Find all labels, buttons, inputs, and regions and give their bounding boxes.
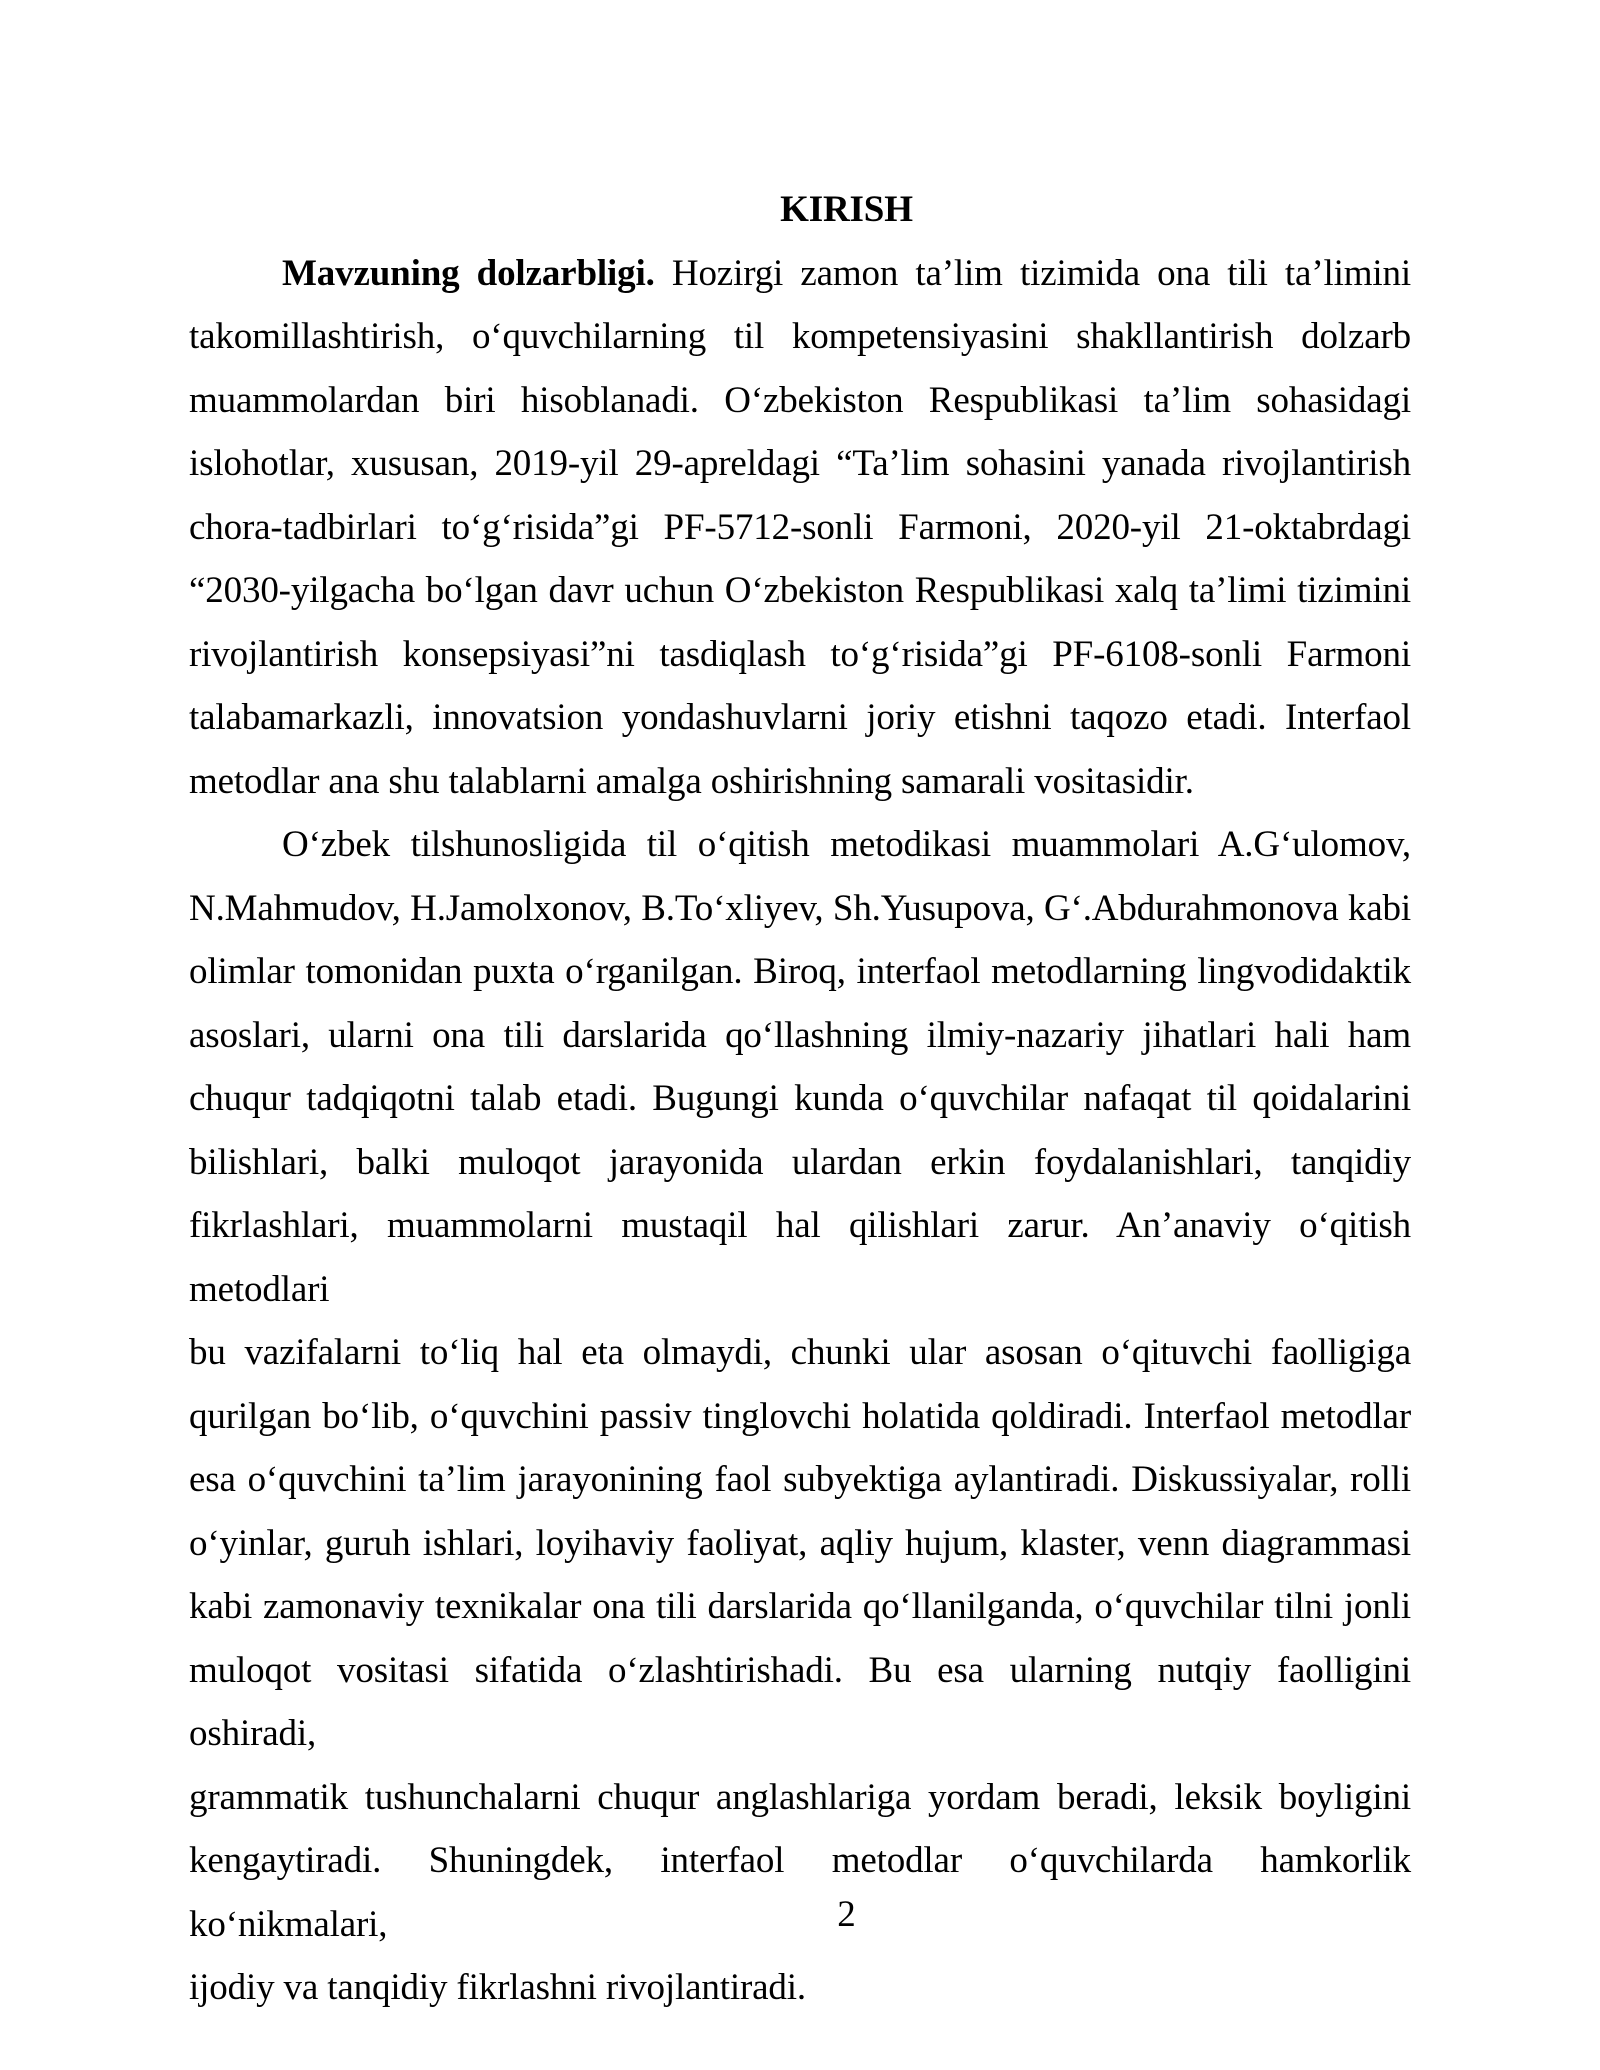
- bold-run: Mavzuning dolzarbligi.: [282, 252, 655, 294]
- text-line: N.Mahmudov, H.Jamolxonov, B.To‘xliyev, Sh.Yusupova, G‘.Abdurahmonova kabi: [189, 887, 1411, 929]
- text-line: islohotlar, xususan, 2019-yil 29-apreldagi “Ta’lim sohasini yanada rivojlantirish: [189, 443, 1411, 484]
- text-line: olimlar tomonidan puxta o‘rganilgan. Biroq, interfaol metodlarning lingvodidaktik: [189, 951, 1411, 992]
- text-line: Mavzuning dolzarbligi. Hozirgi zamon ta’lim tizimida ona tili ta’limini: [282, 252, 1411, 294]
- text-line: “2030-yilgacha bo‘lgan davr uchun O‘zbekiston Respublikasi xalq ta’limi tizimini: [189, 570, 1411, 611]
- text-line: fikrlashlari, muammolarni mustaqil hal qilishlari zarur. An’anaviy o‘qitish metodlari: [189, 1205, 1411, 1310]
- text-line: esa o‘quvchini ta’lim jarayonining faol subyektiga aylantiradi. Diskussiyalar, rolli: [189, 1459, 1411, 1500]
- text-line: O‘zbek tilshunosligida til o‘qitish metodikasi muammolari A.G‘ulomov,: [282, 824, 1411, 865]
- page-title: KIRISH: [780, 189, 913, 230]
- text-line: qurilgan bo‘lib, o‘quvchini passiv tinglovchi holatida qoldiradi. Interfaol metodlar: [189, 1395, 1411, 1437]
- text-line: grammatik tushunchalarni chuqur anglashlariga yordam beradi, leksik boyligini: [189, 1776, 1411, 1818]
- text-line: muammolardan biri hisoblanadi. O‘zbekiston Respublikasi ta’lim sohasidagi: [189, 379, 1411, 421]
- paragraph: [189, 242, 1411, 814]
- page-number: 2: [837, 1894, 856, 1935]
- text-line: bilishlari, balki muloqot jarayonida ulardan erkin foydalanishlari, tanqidiy: [189, 1141, 1411, 1183]
- text-line: ijodiy va tanqidiy fikrlashni rivojlantiradi.: [189, 1967, 806, 2008]
- text-line: talabamarkazli, innovatsion yondashuvlarni joriy etishni taqozo etadi. Interfaol: [189, 697, 1411, 738]
- text-line: o‘yinlar, guruh ishlari, loyihaviy faoliyat, aqliy hujum, klaster, venn diagrammasi: [189, 1522, 1411, 1564]
- text-line: bu vazifalarni to‘liq hal eta olmaydi, chunki ular asosan o‘qituvchi faolligiga: [189, 1332, 1411, 1373]
- text-line: metodlar ana shu talablarni amalga oshirishning samarali vositasidir.: [189, 760, 1194, 802]
- text-line: takomillashtirish, o‘quvchilarning til kompetensiyasini shakllantirish dolzarb: [189, 316, 1411, 357]
- page-content: [189, 178, 1411, 2020]
- paragraph: [189, 813, 1411, 2020]
- text-line: chuqur tadqiqotni talab etadi. Bugungi kunda o‘quvchilar nafaqat til qoidalarini: [189, 1078, 1411, 1119]
- text-line: asoslari, ularni ona tili darslarida qo‘llashning ilmiy-nazariy jihatlari hali ham: [189, 1014, 1411, 1056]
- text-line: kengaytiradi. Shuningdek, interfaol metodlar o‘quvchilarda hamkorlik ko‘nikmalari,: [189, 1840, 1411, 1945]
- paragraphs: [189, 242, 1411, 2020]
- text-line: kabi zamonaviy texnikalar ona tili darslarida qo‘llanilganda, o‘quvchilar tilni jonli: [189, 1586, 1411, 1627]
- text-line: rivojlantirish konsepsiyasi”ni tasdiqlash to‘g‘risida”gi PF-6108-sonli Farmoni: [189, 633, 1411, 675]
- text-line: chora-tadbirlari to‘g‘risida”gi PF-5712-sonli Farmoni, 2020-yil 21-oktabrdagi: [189, 506, 1411, 548]
- text-line: muloqot vositasi sifatida o‘zlashtirishadi. Bu esa ularning nutqiy faolligini oshiradi,: [189, 1649, 1411, 1754]
